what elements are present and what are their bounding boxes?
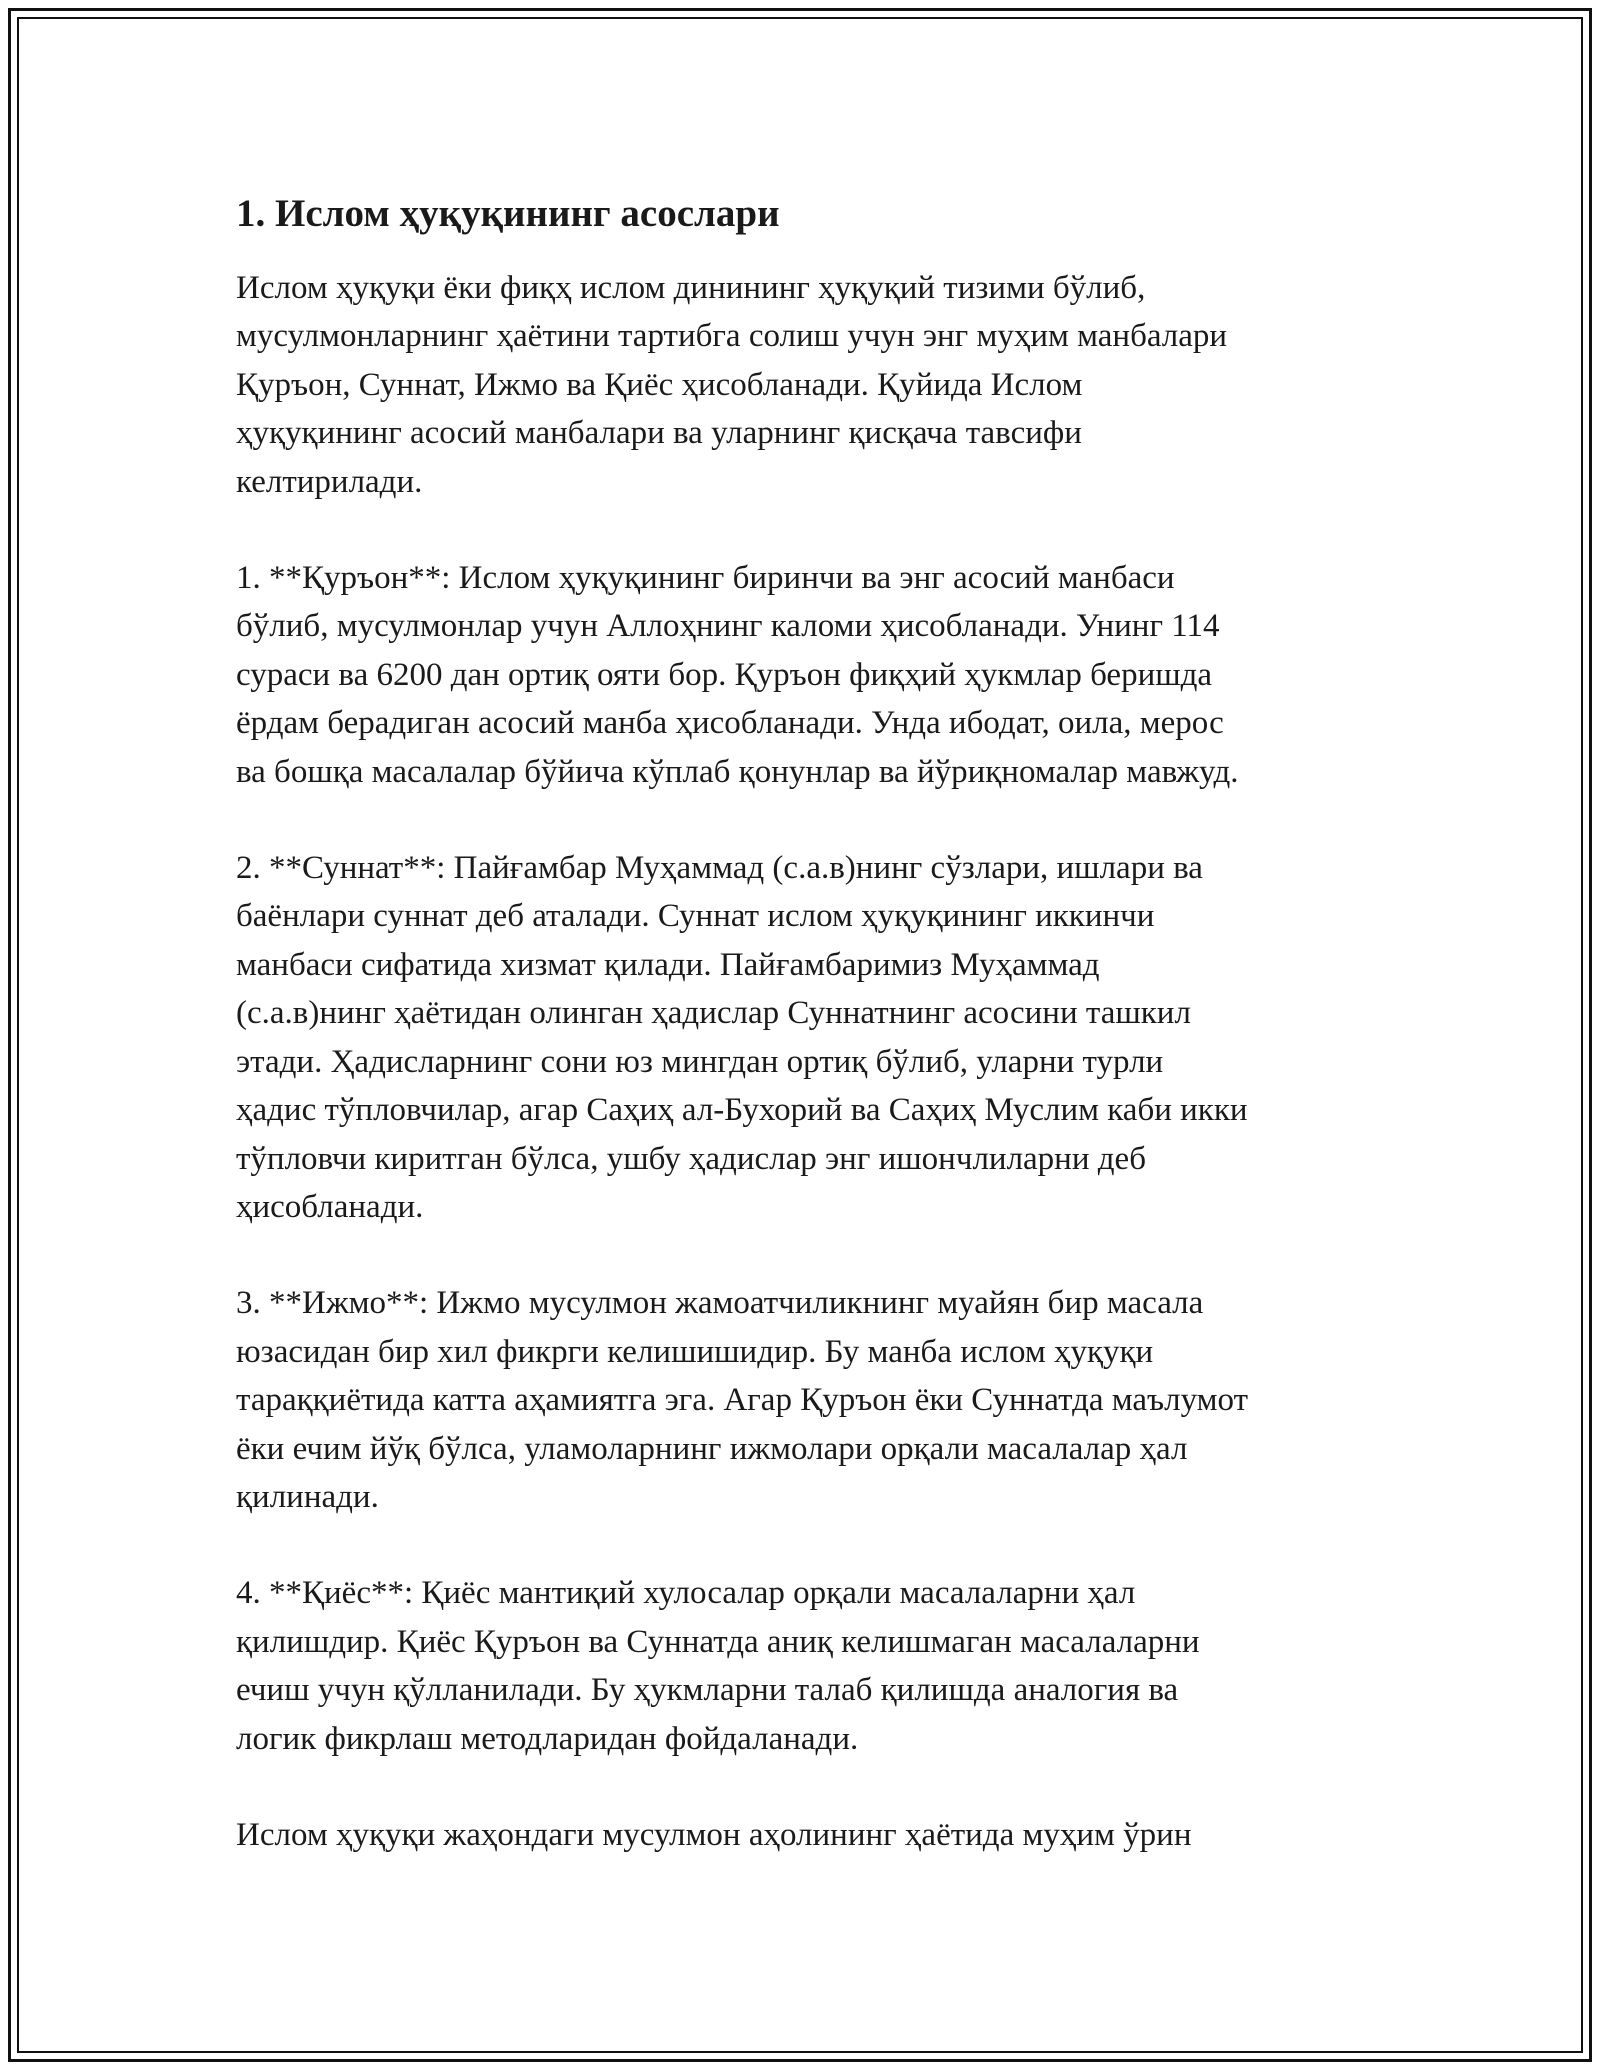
document-body xyxy=(236,186,1386,1907)
page-title: 1. Ислом ҳуқуқининг асослари xyxy=(236,192,780,235)
text-line: баёнлари суннат деб аталади. Суннат ислом ҳуқуқининг иккинчи xyxy=(236,898,1155,935)
text-line: қилинади. xyxy=(236,1478,379,1515)
quran-paragraph xyxy=(236,554,1386,796)
text-line: 1. **Қуръон**: Ислом ҳуқуқининг биринчи ва энг асосий манбаси xyxy=(236,560,1175,597)
text-line: қилишдир. Қиёс Қуръон ва Суннатда аниқ келишмаган масалаларни xyxy=(236,1623,1200,1660)
text-line: тўпловчи киритган бўлса, ушбу ҳадислар энг ишончлиларни деб xyxy=(236,1140,1146,1177)
text-line: манбаси сифатида хизмат қилади. Пайғамбаримиз Муҳаммад xyxy=(236,946,1100,983)
intro-paragraph xyxy=(236,264,1386,506)
text-line: бўлиб, мусулмонлар учун Аллоҳнинг каломи ҳисобланади. Унинг 114 xyxy=(236,608,1220,645)
text-line: ҳуқуқининг асосий манбалари ва уларнинг қисқача тавсифи xyxy=(236,415,1082,452)
text-line: ечиш учун қўлланилади. Бу ҳукмларни талаб қилишда аналогия ва xyxy=(236,1672,1179,1709)
text-line: юзасидан бир хил фикрги келишишидир. Бу манба ислом ҳуқуқи xyxy=(236,1333,1154,1370)
text-line: сураси ва 6200 дан ортиқ ояти бор. Қуръон фиқҳий ҳукмлар беришда xyxy=(236,656,1213,693)
text-line: ёки ечим йўқ бўлса, уламоларнинг ижмолари орқали масалалар ҳал xyxy=(236,1430,1188,1467)
text-line: 4. **Қиёс**: Қиёс мантиқий хулосалар орқали масалаларни ҳал xyxy=(236,1575,1136,1612)
text-line: келтирилади. xyxy=(236,463,423,500)
text-line: 3. **Ижмо**: Ижмо мусулмон жамоатчиликнинг муайян бир масала xyxy=(236,1285,1204,1322)
text-line: (с.а.в)нинг ҳаётидан олинган ҳадислар Суннатнинг асосини ташкил xyxy=(236,995,1191,1032)
text-line: тараққиётида катта аҳамиятга эга. Агар Қуръон ёки Суннатда маълумот xyxy=(236,1382,1249,1419)
sunnah-paragraph xyxy=(236,844,1386,1231)
text-line: ва бошқа масалалар бўйича кўплаб қонунлар ва йўриқномалар мавжуд. xyxy=(236,753,1239,790)
text-line: этади. Ҳадисларнинг сони юз мингдан ортиқ бўлиб, уларни турли xyxy=(236,1043,1164,1080)
closing-paragraph xyxy=(236,1811,1386,1859)
qiyas-paragraph xyxy=(236,1569,1386,1763)
text-line: ҳадис тўпловчилар, агар Саҳиҳ ал-Бухорий ва Саҳиҳ Муслим каби икки xyxy=(236,1092,1248,1129)
text-line: Ислом ҳуқуқи ёки фиқҳ ислом динининг ҳуқуқий тизими бўлиб, xyxy=(236,270,1146,306)
text-line: Ислом ҳуқуқи жаҳондаги мусулмон аҳолининг ҳаётида муҳим ўрин xyxy=(236,1816,1192,1853)
text-line: мусулмонларнинг ҳаётини тартибга солиш учун энг муҳим манбалари xyxy=(236,318,1228,355)
text-line: Қуръон, Суннат, Ижмо ва Қиёс ҳисобланади. Қуйида Ислом xyxy=(236,366,1083,403)
text-line: 2. **Суннат**: Пайғамбар Муҳаммад (с.а.в)нинг сўзлари, ишлари ва xyxy=(236,850,1203,887)
text-line: логик фикрлаш методларидан фойдаланади. xyxy=(236,1720,859,1757)
text-line: ҳисобланади. xyxy=(236,1188,424,1225)
ijma-paragraph xyxy=(236,1279,1386,1521)
text-line: ёрдам берадиган асосий манба ҳисобланади. Унда ибодат, оила, мерос xyxy=(236,705,1224,742)
